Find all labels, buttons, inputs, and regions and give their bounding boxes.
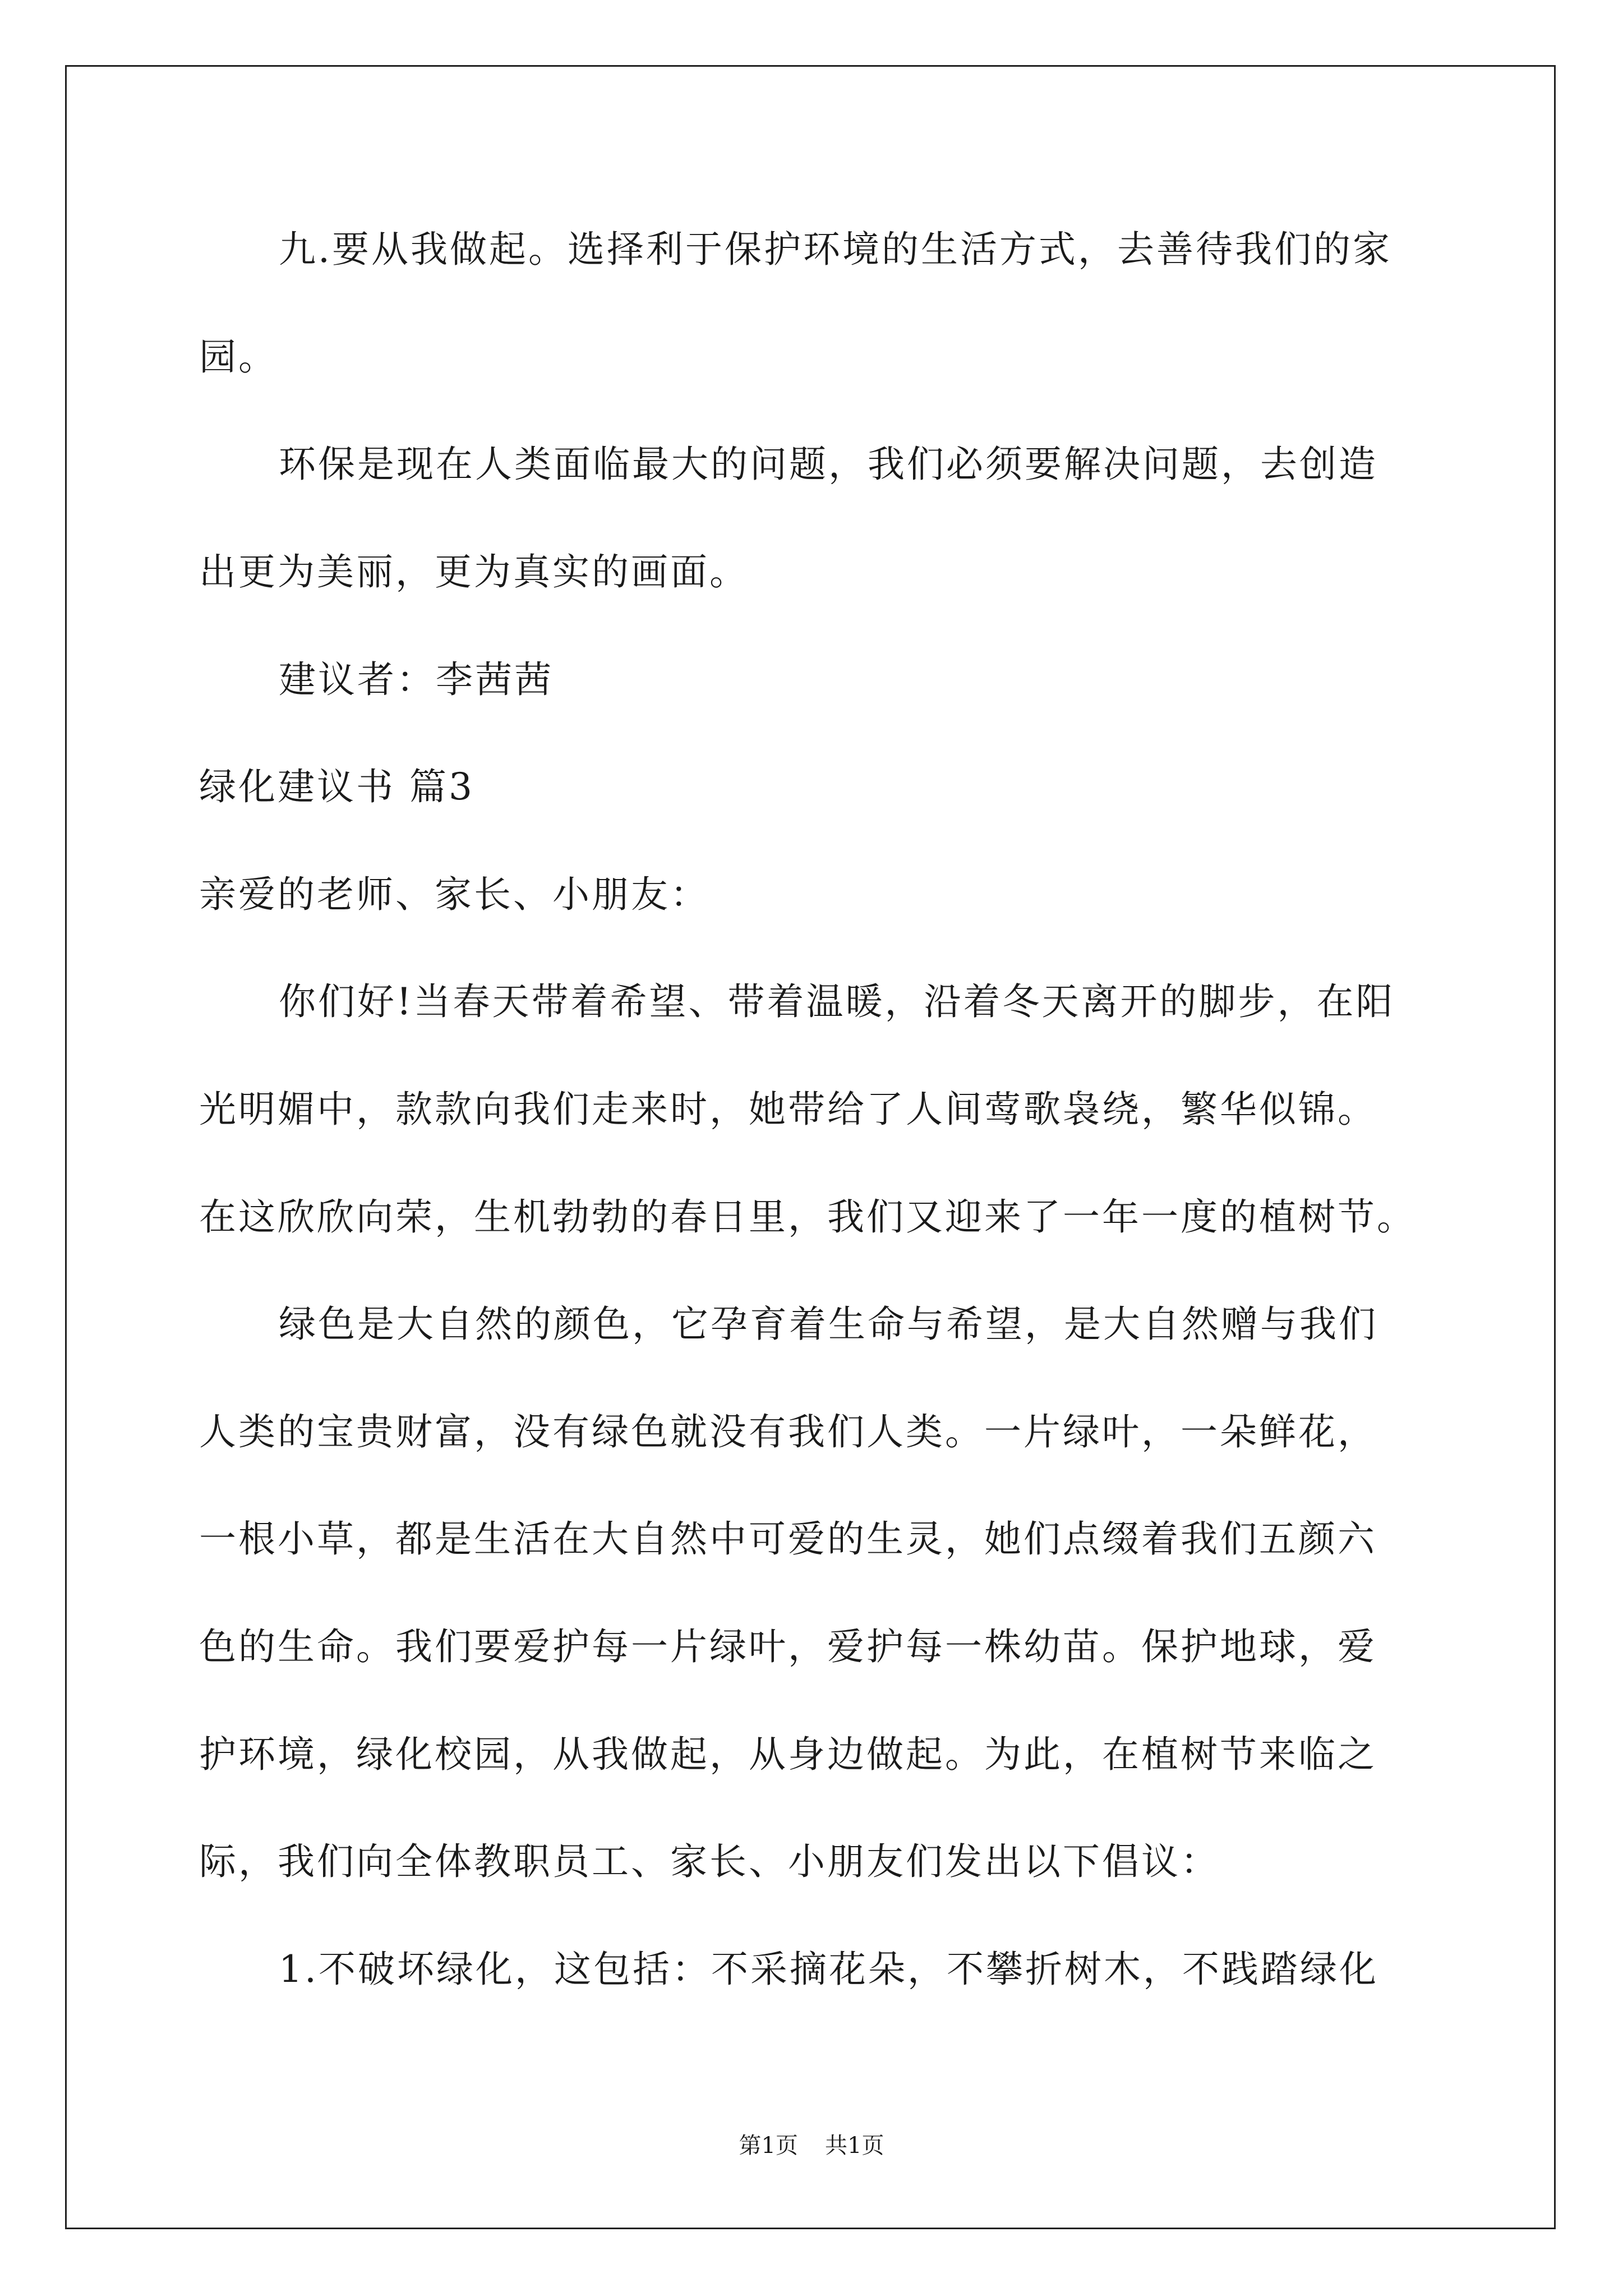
signature-line: 建议者：李茜茜 [279,658,554,701]
paragraph-line: 你们好!当春天带着希望、带着温暖，沿着冬天离开的脚步，在阳 [279,980,1395,1023]
list-item: 1.不破坏绿化，这包括：不采摘花朵，不攀折树木，不践踏绿化 [279,1948,1378,1991]
page-border [65,65,1556,2229]
paragraph-line: 环保是现在人类面临最大的问题，我们必须要解决问题，去创造 [279,443,1378,486]
paragraph-line: 绿色是大自然的颜色，它孕育着生命与希望，是大自然赠与我们 [279,1303,1378,1346]
salutation: 亲爱的老师、家长、小朋友： [199,873,709,916]
paragraph-line: 在这欣欣向荣，生机勃勃的春日里，我们又迎来了一年一度的植树节。 [199,1195,1416,1239]
paragraph-line: 出更为美丽，更为真实的画面。 [199,550,749,593]
page-number: 第1页 [739,2133,798,2159]
section-heading: 绿化建议书 篇3 [199,765,474,808]
paragraph-line: 际，我们向全体教职员工、家长、小朋友们发出以下倡议： [199,1840,1220,1883]
paragraph-line: 护环境，绿化校园，从我做起，从身边做起。为此，在植树节来临之 [199,1733,1377,1776]
paragraph-line: 园。 [199,335,278,379]
page-total: 共1页 [825,2133,884,2159]
paragraph-line: 一根小草，都是生活在大自然中可爱的生灵，她们点缀着我们五颜六 [199,1517,1377,1561]
paragraph-line: 九.要从我做起。选择利于保护环境的生活方式，去善待我们的家 [279,228,1392,271]
paragraph-line: 人类的宝贵财富，没有绿色就没有我们人类。一片绿叶，一朵鲜花， [199,1410,1377,1453]
page-footer [0,2132,1623,2160]
paragraph-line: 色的生命。我们要爱护每一片绿叶，爱护每一株幼苗。保护地球，爱 [199,1625,1377,1668]
paragraph-line: 光明媚中，款款向我们走来时，她带给了人间莺歌袅绕，繁华似锦。 [199,1088,1377,1131]
